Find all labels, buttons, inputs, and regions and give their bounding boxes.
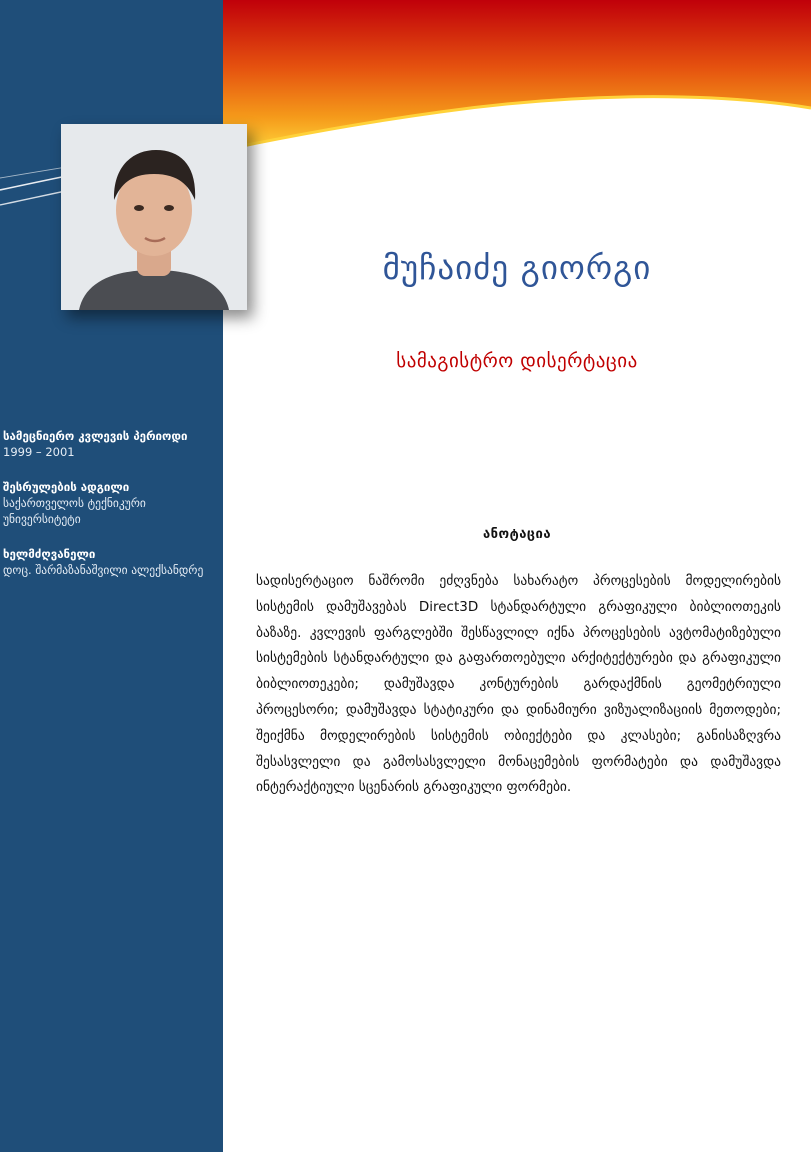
place-label: შესრულების ადგილი bbox=[3, 480, 130, 494]
supervisor-label: ხელმძღვანელი bbox=[3, 547, 96, 561]
author-name: მუჩაიძე გიორგი bbox=[382, 248, 652, 287]
place-value: საქართველოს ტექნიკური უნივერსიტეტი bbox=[3, 496, 146, 526]
research-period bbox=[3, 428, 218, 460]
document-type: სამაგისტრო დისერტაცია bbox=[396, 350, 638, 372]
abstract-body: სადისერტაციო ნაშრომი ეძღვნება სახარატო პროცესების მოდელირების სისტემის დამუშავებას Direct3D სტანდარტული გრაფიკული ბიბლიოთეკის ბაზაზე. კვლევის ფარგლებში შესწავლილ იქნა პროცესების ავტომატიზებული სისტემების სტანდარტული და გაფართოებული არქიტექტურები და გრაფიკული ბიბლიოთეკები; დამუშავდა კონტურების გარდაქმნის გეომეტრიული პროცესორი; დამუშავდა სტატიკური და დინამიური ვიზუალიზაციის მეთოდები; შეიქმნა მოდელირების სისტემის ობიექტები და კლასები; განისაზღვრა შესასვლელი და გამოსასვლელი მონაცემების ფორმატები და დამუშავდა ინტერაქტიული სცენარის გრაფიკული ფორმები. bbox=[256, 573, 781, 796]
person-portrait-icon bbox=[61, 124, 247, 310]
research-period-value: 1999 – 2001 bbox=[3, 445, 75, 459]
research-period-label: სამეცნიერო კვლევის პერიოდი bbox=[3, 429, 188, 443]
portrait-photo bbox=[61, 124, 247, 310]
sidebar-metadata bbox=[3, 428, 218, 597]
supervisor-value: დოც. შარმაზანაშვილი ალექსანდრე bbox=[3, 563, 204, 577]
abstract-title: ანოტაცია bbox=[482, 527, 552, 542]
place-of-work bbox=[3, 479, 218, 527]
supervisor bbox=[3, 546, 218, 578]
